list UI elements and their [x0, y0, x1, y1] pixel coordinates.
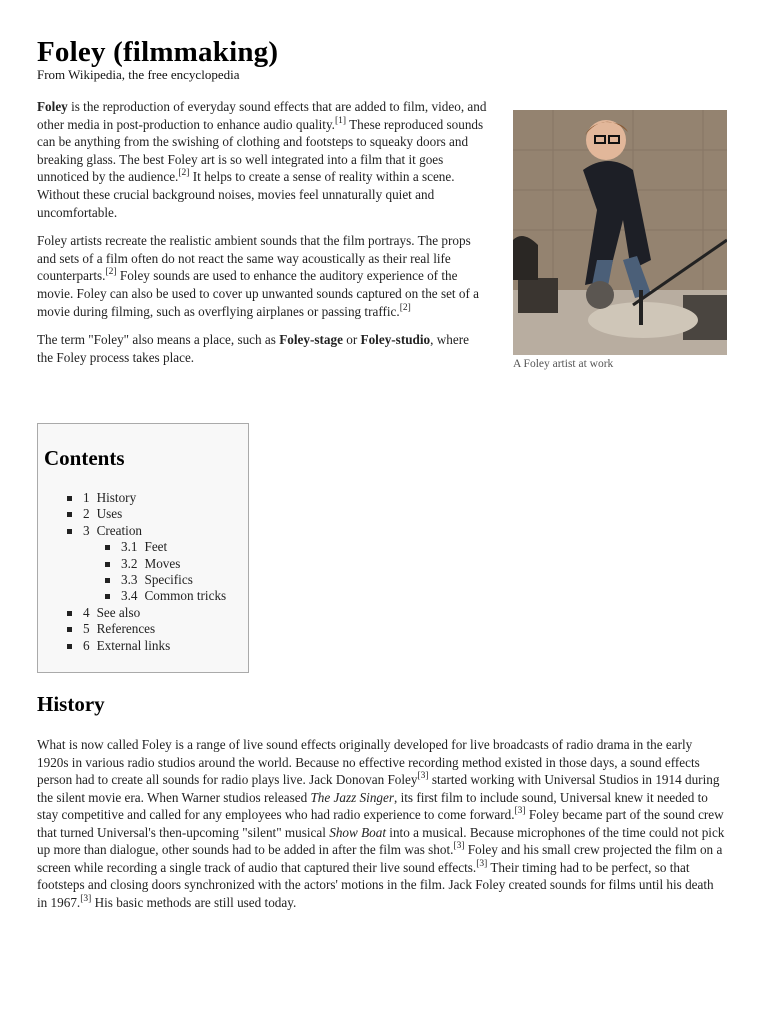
citation-link[interactable]: [3] [453, 841, 465, 851]
foley-artist-photo[interactable] [513, 110, 727, 355]
citation-link[interactable]: [3] [80, 893, 92, 904]
toc-item-common-tricks[interactable]: 3.4 Common tricks [105, 588, 226, 604]
intro-paragraph-1: Foley is the reproduction of everyday sound effects that are added to film, video, and other media in post-production to enhance audio quality.[1] These reproduced sounds can be anything from the swishing of clothing and footsteps to squeaky doors and breaking glass. The best Foley art is so well integrated into a film that it goes unnoticed by the audience.[2] It helps to create a sense of reality within a scene. Without these crucial background noises, movies feel unnaturally quiet and uncomfortable. [37, 99, 487, 220]
history-paragraph: What is now called Foley is a range of live sound effects originally developed for live broadcasts of radio drama in the early 1920s in various radio studios around the world. Because no effective recording method existed in those days, a sound effects person had to create all sounds for radio plays live. Jack Donovan Foley[3] started working with Universal Studios in 1914 during the silent movie era. When Warner studios released The Jazz Singer, its first film to include sound, Universal knew it needed to stay competitive and called for any employees who had radio experience to come forward.[3] Foley became part of the sound crew that turned Universal's then-upcoming "silent" musical Show Boat into a musical. Because microphones of the time could not pick up more than dialogue, other sounds had to be added in after the film was shot.[3] Foley and his small crew projected the film on a screen while recording a single track of audio that captured their live sound effects.[3] Their timing had to be perfect, so that footsteps and closing doors synchronized with the actors' motions in the film. Jack Foley created sounds for films until his death in 1967.[3] His basic methods are still used today. [37, 737, 725, 910]
film-title-show-boat: Show Boat [329, 824, 386, 840]
intro-paragraph-3: The term "Foley" also means a place, such as Foley-stage or Foley-studio, where the Foley process takes place. [37, 332, 469, 365]
infobox-figure [513, 110, 727, 372]
intro-paragraph-2: Foley artists recreate the realistic ambient sounds that the film portrays. The props and sets of a film often do not react the same way acoustically as their real life counterparts.[2] Foley sounds are used to enhance the auditory experience of the movie. Foley can also be used to cover up unwanted sounds captured on the set of a movie during filming, such as overflying airplanes or passing traffic.[2] [37, 233, 480, 319]
citation-link[interactable]: [3] [514, 806, 526, 816]
page-title: Foley (filmmaking) [37, 36, 279, 68]
toc-item-external-links[interactable]: 6 External links [67, 638, 226, 654]
toc-item-specifics[interactable]: 3.3 Specifics [105, 572, 226, 588]
citation-link[interactable]: [3] [476, 858, 488, 869]
term-foley-studio: Foley-studio [360, 332, 431, 348]
toc-item-moves[interactable]: 3.2 Moves [105, 556, 226, 572]
citation-link[interactable]: [1] [334, 115, 347, 126]
intro-section [37, 98, 487, 377]
toc-title: Contents [44, 446, 125, 470]
citation-link[interactable]: [2] [178, 168, 190, 179]
toc-item-feet[interactable]: 3.1 Feet [105, 539, 226, 555]
table-of-contents [37, 423, 249, 673]
citation-link[interactable]: [2] [399, 302, 411, 313]
term-foley: Foley [37, 99, 68, 114]
citation-link[interactable]: [2] [105, 267, 117, 278]
section-heading-history: History [37, 692, 105, 716]
figure-caption: A Foley artist at work [513, 358, 614, 370]
toc-item-creation[interactable]: 3 Creation [67, 523, 226, 539]
term-foley-stage: Foley-stage [279, 332, 343, 348]
citation-link[interactable]: [3] [417, 771, 429, 781]
toc-item-uses[interactable]: 2 Uses [67, 506, 226, 522]
film-title-jazz-singer: The Jazz Singer [310, 789, 394, 805]
page-subtitle: From Wikipedia, the free encyclopedia [37, 67, 240, 82]
toc-item-history[interactable]: 1 History [67, 490, 226, 506]
toc-item-see-also[interactable]: 4 See also [67, 605, 226, 621]
toc-list [67, 490, 226, 654]
toc-item-references[interactable]: 5 References [67, 621, 226, 637]
